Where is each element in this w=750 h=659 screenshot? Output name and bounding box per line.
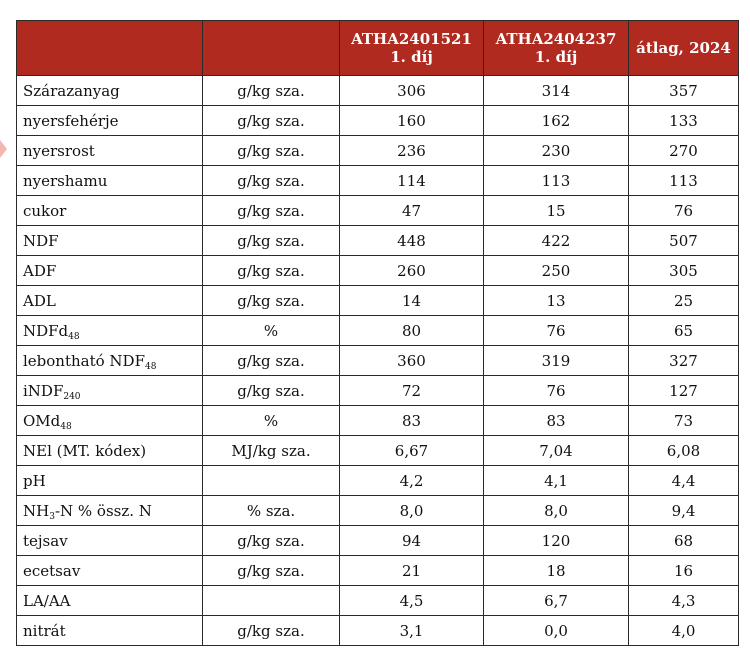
parameter-cell bbox=[17, 526, 203, 556]
sample-1-value: 80 bbox=[340, 316, 484, 346]
table-header-row bbox=[17, 21, 739, 76]
unit-cell: g/kg sza. bbox=[203, 76, 340, 106]
parameter-name: tejsav bbox=[23, 531, 68, 550]
parameter-name: ecetsav bbox=[23, 561, 81, 580]
parameter-cell bbox=[17, 256, 203, 286]
unit-cell: g/kg sza. bbox=[203, 256, 340, 286]
parameter-cell bbox=[17, 466, 203, 496]
header-sample-2 bbox=[484, 21, 629, 76]
average-value: 73 bbox=[629, 406, 739, 436]
average-value: 305 bbox=[629, 256, 739, 286]
unit-cell: g/kg sza. bbox=[203, 526, 340, 556]
parameter-cell bbox=[17, 556, 203, 586]
table-row bbox=[17, 496, 739, 526]
average-value: 65 bbox=[629, 316, 739, 346]
sample-2-value: 319 bbox=[484, 346, 629, 376]
parameter-name: ADF bbox=[23, 261, 57, 280]
parameter-name: NEl (MT. kódex) bbox=[23, 441, 147, 460]
header-sample-2-code: ATHA2404237 bbox=[495, 30, 617, 48]
unit-cell: g/kg sza. bbox=[203, 166, 340, 196]
unit-cell bbox=[203, 466, 340, 496]
parameter-cell bbox=[17, 76, 203, 106]
table-row bbox=[17, 76, 739, 106]
header-average-label: átlag, 2024 bbox=[636, 39, 731, 57]
sample-2-value: 18 bbox=[484, 556, 629, 586]
header-sample-1-award: 1. díj bbox=[390, 48, 433, 66]
unit-cell: g/kg sza. bbox=[203, 196, 340, 226]
parameter-cell bbox=[17, 286, 203, 316]
parameter-name: lebontható NDF bbox=[23, 351, 145, 370]
parameter-name: pH bbox=[23, 471, 46, 490]
parameter-name: nitrát bbox=[23, 621, 66, 640]
parameter-name: Szárazanyag bbox=[23, 81, 120, 100]
edge-marker-decoration bbox=[0, 140, 7, 158]
sample-2-value: 113 bbox=[484, 166, 629, 196]
parameter-cell bbox=[17, 226, 203, 256]
average-value: 4,3 bbox=[629, 586, 739, 616]
table-row bbox=[17, 256, 739, 286]
parameter-cell bbox=[17, 586, 203, 616]
average-value: 113 bbox=[629, 166, 739, 196]
table-row bbox=[17, 376, 739, 406]
parameter-cell bbox=[17, 496, 203, 526]
unit-cell: g/kg sza. bbox=[203, 286, 340, 316]
sample-1-value: 14 bbox=[340, 286, 484, 316]
parameter-cell bbox=[17, 106, 203, 136]
parameter-name: nyershamu bbox=[23, 171, 108, 190]
sample-1-value: 47 bbox=[340, 196, 484, 226]
header-sample-1 bbox=[340, 21, 484, 76]
sample-1-value: 160 bbox=[340, 106, 484, 136]
unit-cell: g/kg sza. bbox=[203, 106, 340, 136]
sample-2-value: 15 bbox=[484, 196, 629, 226]
unit-cell: % bbox=[203, 406, 340, 436]
sample-2-value: 314 bbox=[484, 76, 629, 106]
table-row bbox=[17, 316, 739, 346]
parameter-subscript: 3 bbox=[49, 511, 55, 522]
parameter-subscript: 48 bbox=[68, 331, 80, 342]
sample-1-value: 3,1 bbox=[340, 616, 484, 646]
sample-2-value: 76 bbox=[484, 316, 629, 346]
parameter-cell bbox=[17, 616, 203, 646]
unit-cell: g/kg sza. bbox=[203, 556, 340, 586]
table-row bbox=[17, 556, 739, 586]
table-row bbox=[17, 166, 739, 196]
sample-1-value: 236 bbox=[340, 136, 484, 166]
unit-cell: g/kg sza. bbox=[203, 616, 340, 646]
parameter-name: nyersrost bbox=[23, 141, 95, 160]
average-value: 270 bbox=[629, 136, 739, 166]
average-value: 4,0 bbox=[629, 616, 739, 646]
average-value: 133 bbox=[629, 106, 739, 136]
sample-2-value: 250 bbox=[484, 256, 629, 286]
sample-1-value: 94 bbox=[340, 526, 484, 556]
table-row bbox=[17, 526, 739, 556]
unit-cell: g/kg sza. bbox=[203, 136, 340, 166]
table-row bbox=[17, 106, 739, 136]
parameter-name: nyersfehérje bbox=[23, 111, 119, 130]
header-sample-1-code: ATHA2401521 bbox=[351, 30, 472, 48]
table-row bbox=[17, 226, 739, 256]
unit-cell: g/kg sza. bbox=[203, 346, 340, 376]
sample-2-value: 6,7 bbox=[484, 586, 629, 616]
sample-2-value: 7,04 bbox=[484, 436, 629, 466]
sample-1-value: 4,2 bbox=[340, 466, 484, 496]
average-value: 16 bbox=[629, 556, 739, 586]
average-value: 4,4 bbox=[629, 466, 739, 496]
average-value: 6,08 bbox=[629, 436, 739, 466]
header-parameter bbox=[17, 21, 203, 76]
average-value: 9,4 bbox=[629, 496, 739, 526]
sample-2-value: 76 bbox=[484, 376, 629, 406]
parameter-subscript: 48 bbox=[60, 421, 72, 432]
parameter-cell bbox=[17, 316, 203, 346]
parameter-cell bbox=[17, 136, 203, 166]
sample-1-value: 306 bbox=[340, 76, 484, 106]
parameter-name: iNDF bbox=[23, 381, 64, 400]
sample-1-value: 260 bbox=[340, 256, 484, 286]
sample-1-value: 448 bbox=[340, 226, 484, 256]
table-row bbox=[17, 196, 739, 226]
parameter-name: OMd bbox=[23, 411, 61, 430]
table-row bbox=[17, 616, 739, 646]
header-average bbox=[629, 21, 739, 76]
sample-1-value: 114 bbox=[340, 166, 484, 196]
unit-cell: g/kg sza. bbox=[203, 226, 340, 256]
parameter-name: LA/AA bbox=[23, 591, 71, 610]
parameter-cell bbox=[17, 196, 203, 226]
parameter-subscript: 240 bbox=[63, 391, 81, 402]
parameter-name: cukor bbox=[23, 201, 67, 220]
sample-1-value: 8,0 bbox=[340, 496, 484, 526]
sample-1-value: 360 bbox=[340, 346, 484, 376]
parameter-cell bbox=[17, 376, 203, 406]
average-value: 25 bbox=[629, 286, 739, 316]
sample-2-value: 4,1 bbox=[484, 466, 629, 496]
silage-analysis-table bbox=[16, 20, 739, 646]
sample-2-value: 8,0 bbox=[484, 496, 629, 526]
sample-1-value: 72 bbox=[340, 376, 484, 406]
sample-2-value: 162 bbox=[484, 106, 629, 136]
unit-cell: MJ/kg sza. bbox=[203, 436, 340, 466]
sample-2-value: 13 bbox=[484, 286, 629, 316]
header-sample-2-award: 1. díj bbox=[534, 48, 578, 66]
parameter-cell bbox=[17, 166, 203, 196]
header-unit bbox=[203, 21, 340, 76]
table-row bbox=[17, 436, 739, 466]
unit-cell: % sza. bbox=[203, 496, 340, 526]
parameter-name: NDF bbox=[23, 231, 59, 250]
sample-1-value: 21 bbox=[340, 556, 484, 586]
parameter-name: NDFd bbox=[23, 321, 69, 340]
parameter-subscript: 48 bbox=[145, 361, 157, 372]
parameter-cell bbox=[17, 436, 203, 466]
average-value: 76 bbox=[629, 196, 739, 226]
parameter-name: ADL bbox=[23, 291, 56, 310]
table-row bbox=[17, 586, 739, 616]
unit-cell: % bbox=[203, 316, 340, 346]
sample-2-value: 0,0 bbox=[484, 616, 629, 646]
average-value: 357 bbox=[629, 76, 739, 106]
average-value: 127 bbox=[629, 376, 739, 406]
average-value: 68 bbox=[629, 526, 739, 556]
sample-1-value: 6,67 bbox=[340, 436, 484, 466]
sample-1-value: 4,5 bbox=[340, 586, 484, 616]
average-value: 507 bbox=[629, 226, 739, 256]
sample-1-value: 83 bbox=[340, 406, 484, 436]
table-row bbox=[17, 466, 739, 496]
table-row bbox=[17, 406, 739, 436]
sample-2-value: 422 bbox=[484, 226, 629, 256]
unit-cell: g/kg sza. bbox=[203, 376, 340, 406]
parameter-name-suffix: -N % össz. N bbox=[54, 501, 152, 520]
table-row bbox=[17, 346, 739, 376]
parameter-cell bbox=[17, 346, 203, 376]
average-value: 327 bbox=[629, 346, 739, 376]
parameter-name: NH bbox=[23, 501, 50, 520]
table-row bbox=[17, 286, 739, 316]
sample-2-value: 120 bbox=[484, 526, 629, 556]
sample-2-value: 230 bbox=[484, 136, 629, 166]
unit-cell bbox=[203, 586, 340, 616]
sample-2-value: 83 bbox=[484, 406, 629, 436]
parameter-cell bbox=[17, 406, 203, 436]
table-row bbox=[17, 136, 739, 166]
